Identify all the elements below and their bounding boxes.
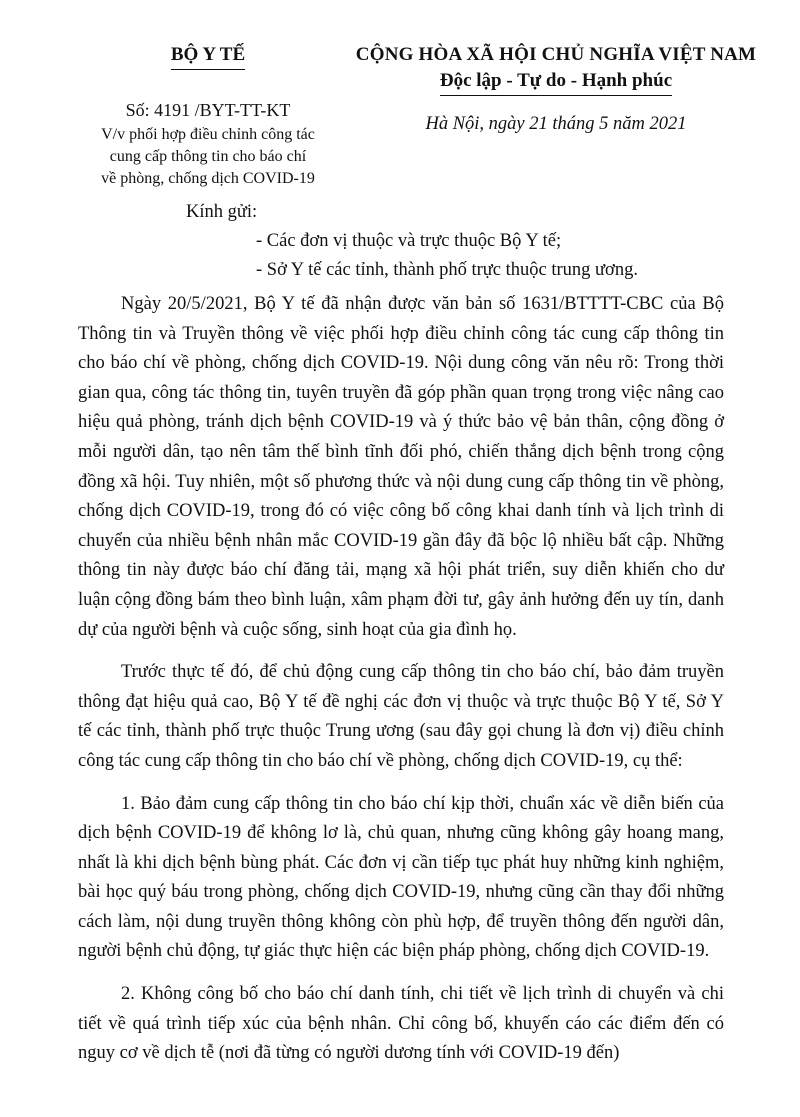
national-motto: Độc lập - Tự do - Hạnh phúc (440, 68, 672, 96)
recipients-block (186, 198, 638, 285)
subject-line: V/v phối hợp điều chỉnh công tác (101, 126, 315, 143)
body-paragraph: 2. Không công bố cho báo chí danh tính, chi tiết về lịch trình di chuyển và chi tiết về quá trình tiếp xúc của bệnh nhân. Chỉ công bố, khuyến cáo các điểm đến có nguy cơ về dịch tễ (nơi đã từng có người dương tính với COVID-19 đến) (78, 984, 724, 1064)
recipient-item: - Sở Y tế các tỉnh, thành phố trực thuộc trung ương. (256, 260, 638, 280)
issuing-agency-block (78, 42, 338, 190)
letter-body (78, 290, 724, 1082)
subject-line: về phòng, chống dịch COVID-19 (101, 170, 315, 187)
body-paragraph: Trước thực tế đó, để chủ động cung cấp thông tin cho báo chí, bảo đảm truyền thông đạt hiệu quả cao, Bộ Y tế đề nghị các đơn vị thuộc và trực thuộc Bộ Y tế, Sở Y tế các tỉnh, thành phố trực thuộc Trung ương (sau đây gọi chung là đơn vị) điều chỉnh công tác cung cấp thông tin cho báo chí về phòng, chống dịch COVID-19, cụ thể: (78, 662, 724, 771)
national-title: CỘNG HÒA XÃ HỘI CHỦ NGHĨA VIỆT NAM (355, 44, 757, 65)
agency-name: BỘ Y TẾ (171, 42, 245, 70)
recipient-item: - Các đơn vị thuộc và trực thuộc Bộ Y tế; (256, 231, 562, 251)
document-subject (78, 124, 338, 190)
place-and-date: Hà Nội, ngày 21 tháng 5 năm 2021 (425, 114, 687, 134)
subject-line: cung cấp thông tin cho báo chí (109, 148, 307, 165)
national-header-block (336, 42, 776, 136)
body-paragraph: 1. Bảo đảm cung cấp thông tin cho báo chí kịp thời, chuẩn xác về diễn biến của dịch bệnh COVID-19 để không lơ là, chủ quan, nhưng cũng không gây hoang mang, nhất là khi dịch bệnh bùng phát. Các đơn vị cần tiếp tục phát huy những kinh nghiệm, bài học quý báu trong phòng, chống dịch COVID-19, nhưng cũng cần thay đổi những cách làm, nội dung truyền thông không còn phù hợp, để truyền thông đến người dân, người bệnh chủ động, tự giác thực hiện các biện pháp phòng, chống dịch COVID-19. (78, 793, 724, 962)
document-number: Số: 4191 /BYT-TT-KT (125, 100, 291, 120)
body-paragraph: Ngày 20/5/2021, Bộ Y tế đã nhận được văn bản số 1631/BTTTT-CBC của Bộ Thông tin và Truyền thông về việc phối hợp điều chỉnh công tác cung cấp thông tin cho báo chí về phòng, chống dịch COVID-19. Nội dung công văn nêu rõ: Trong thời gian qua, công tác thông tin, tuyên truyền đã góp phần quan trọng trong việc nâng cao hiệu quả phòng, tránh dịch bệnh COVID-19 và ý thức bảo vệ bản thân, cộng đồng ở mỗi người dân, tạo nên tâm thế bình tĩnh đối phó, chiến thắng dịch bệnh trong cộng đồng xã hội. Tuy nhiên, một số phương thức và nội dung cung cấp thông tin về phòng, chống dịch COVID-19, trong đó có việc công bố công khai danh tính và lịch trình di chuyển của nhiều bệnh nhân mắc COVID-19 gần đây đã bộc lộ nhiều bất cập. Những thông tin này được báo chí đăng tải, mạng xã hội phát triển, suy diễn khiến cho dư luận cộng đồng bám theo bình luận, xâm phạm đời tư, gây ảnh hưởng đến uy tín, danh dự của người bệnh và cuộc sống, sinh hoạt của gia đình họ. (78, 294, 724, 640)
salutation: Kính gửi: (186, 202, 258, 222)
